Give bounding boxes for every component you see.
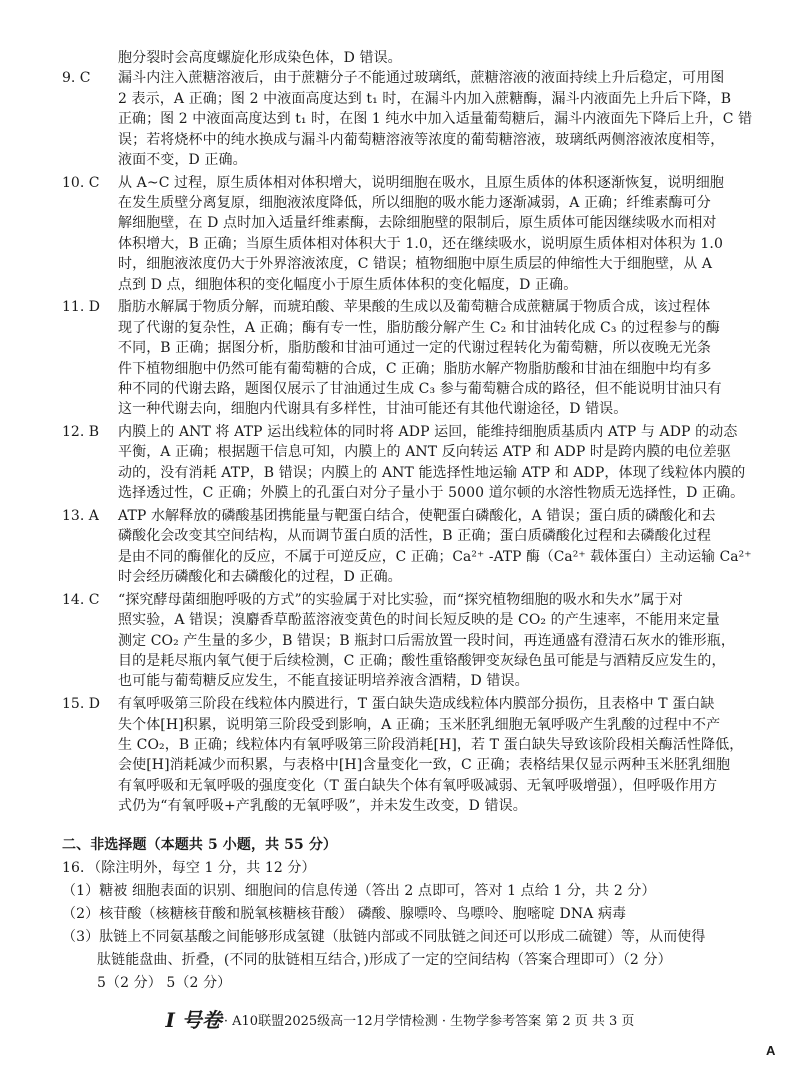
- q16-answer-2: （2）核苷酸（核糖核苷酸和脱氧核糖核苷酸） 磷酸、腺嘌呤、鸟嘌呤、胞嘧啶 DNA 病毒: [62, 906, 627, 922]
- page-footer: [0, 1008, 800, 1034]
- footer-text: · A10联盟2025级高一12月学情检测 · 生物学参考答案 第 2 页 共 3 页: [223, 1014, 635, 1029]
- q9-number: 9. C: [62, 70, 91, 87]
- q15-line-5: 有氧呼吸和无氧呼吸的强度变化（T 蛋白缺失个体有氧呼吸减弱、无氧呼吸增强），但呼吸作用方: [118, 777, 718, 794]
- q16-answer-4: 5（2 分） 5（2 分）: [97, 975, 232, 991]
- q10-line-3: 解细胞壁，在 D 点时加入适量纤维素酶，去除细胞壁的限制后，原生质体可能因继续吸水而相对: [118, 215, 717, 232]
- q16-answer-1: （1）糖被 细胞表面的识别、细胞间的信息传递（答出 2 点即可，答对 1 点给 1 分，共 2 分）: [62, 883, 656, 899]
- q12-line-3: 动的，没有消耗 ATP，B 错误；内膜上的 ANT 能选择性地运输 ATP 和 ADP，体现了线粒体内膜的: [118, 464, 746, 481]
- q12-line-2: 平衡，A 正确；根据题干信息可知，内膜上的 ANT 反向转运 ATP 和 ADP 时是跨内膜的电位差驱: [118, 444, 731, 461]
- q14-line-2: 照实验，A 错误；溴麝香草酚蓝溶液变黄色的时间长短反映的是 CO₂ 的产生速率，不能用来定量: [118, 612, 720, 629]
- q11-line-6: 这一种代谢去向，细胞内代谢具有多样性，甘油可能还有其他代谢途径，D 错误。: [118, 401, 628, 418]
- q11-line-2: 现了代谢的复杂性，A 正确；酶有专一性，脂肪酸分解产生 C₂ 和甘油转化成 C₃ 的过程参与的酶: [118, 319, 720, 336]
- q14-number: 14. C: [62, 591, 100, 608]
- q14-line-3: 测定 CO₂ 产生量的多少，B 错误；B 瓶封口后需放置一段时间，再连通盛有澄清石灰水的锥形瓶，: [118, 632, 735, 649]
- q11-line-3: 不同，B 正确；据图分析，脂肪酸和甘油可通过一定的代谢过程转化为葡萄糖，所以夜晚无光条: [118, 340, 712, 357]
- q8-tail-line: 胞分裂时会高度螺旋化形成染色体，D 错误。: [118, 50, 402, 66]
- q12-line-4: 选择透过性，C 正确；外膜上的孔蛋白对分子量小于 5000 道尔顿的水溶性物质无选择性，D 正确。: [118, 485, 745, 502]
- q9-line-2: 2 表示，A 正确；图 2 中液面高度达到 t₁ 时，在漏斗内加入蔗糖酶，漏斗内液面先上升后下降，B: [118, 90, 732, 107]
- q11-line-5: 种不同的代谢去路，题图仅展示了甘油通过生成 C₃ 参与葡萄糖合成的路径，但不能说明甘油只有: [118, 380, 722, 397]
- q12-number: 12. B: [62, 424, 100, 441]
- q13-line-2: 磷酸化会改变其空间结构，从而调节蛋白质的活性，B 正确；蛋白质磷酸化过程和去磷酸化过程: [118, 528, 712, 545]
- q10-line-4: 体积增大，B 正确；当原生质体相对体积大于 1.0，还在继续吸水，说明原生质体相对体积为 1.0: [118, 235, 723, 252]
- q10-line-6: 点到 D 点，细胞体积的变化幅度小于原生质体体积的变化幅度，D 正确。: [118, 276, 578, 293]
- q16-header: 16．（除注明外，每空 1 分，共 12 分）: [62, 860, 316, 876]
- q9-line-4: 误；若将烧杯中的纯水换成与漏斗内葡萄糖溶液等浓度的葡萄糖溶液，玻璃纸两侧溶液浓度相等，: [118, 131, 725, 148]
- section-heading: 二、非选择题（本题共 5 小题，共 55 分）: [62, 837, 338, 853]
- corner-mark: A: [766, 1043, 776, 1058]
- q14-line-5: 也可能与葡萄糖反应发生，不能直接证明培养液含酒精，D 错误。: [118, 673, 529, 690]
- q13-line-3: 是由不同的酶催化的反应，不属于可逆反应，C 正确；Ca²⁺ -ATP 酶（Ca²⁺ 载体蛋白）主动运输 Ca²⁺: [118, 548, 752, 565]
- brand-logo: I 号卷: [165, 1008, 222, 1032]
- q11-line-1: 脂肪水解属于物质分解，而琥珀酸、苹果酸的生成以及葡萄糖合成蔗糖属于物质合成，该过程体: [118, 299, 711, 316]
- q15-line-3: 生 CO₂，B 正确；线粒体内有氧呼吸第三阶段消耗[H]，若 T 蛋白缺失导致该阶段相关酶活性降低，: [118, 737, 744, 754]
- q10-line-2: 在发生质壁分离复原，细胞液浓度降低，所以细胞的吸水能力逐渐减弱，A 正确；纤维素酶可分: [118, 195, 711, 212]
- q10-line-5: 时，细胞液浓度仍大于外界溶液浓度，C 错误；植物细胞中原生质层的伸缩性大于细胞壁，从 A: [118, 256, 713, 273]
- q13-line-1: ATP 水解释放的磷酸基团携能量与靶蛋白结合，使靶蛋白磷酸化，A 错误；蛋白质的磷酸化和去: [118, 508, 716, 525]
- q10-number: 10. C: [62, 174, 100, 191]
- q13-number: 13. A: [62, 508, 99, 525]
- q16-answer-3: （3）肽链上不同氨基酸之间能够形成氢键（肽链内部或不同肽链之间还可以形成二硫键）等，从而使得: [62, 929, 706, 945]
- q14-line-1: “探究酵母菌细胞呼吸的方式”的实验属于对比实验，而“探究植物细胞的吸水和失水”属于对: [118, 591, 683, 608]
- q15-line-2: 失个体[H]积累，说明第三阶段受到影响，A 正确；玉米胚乳细胞无氧呼吸产生乳酸的过程中不产: [118, 716, 721, 733]
- q13-line-4: 时会经历磷酸化和去磷酸化的过程，D 正确。: [118, 569, 402, 586]
- q9-line-1: 漏斗内注入蔗糖溶液后，由于蔗糖分子不能通过玻璃纸，蔗糖溶液的液面持续上升后稳定，可用图: [118, 70, 725, 87]
- q16-answer-3-cont: 肽链能盘曲、折叠，(不同的肽链相互结合，)形成了一定的空间结构（答案合理即可）（2 分）: [97, 952, 672, 968]
- q9-line-3: 正确；图 2 中液面高度达到 t₁ 时，在图 1 纯水中加入适量葡萄糖后，漏斗内液面先下降后上升，C 错: [118, 111, 753, 128]
- q11-line-4: 件下植物细胞中仍然可能有葡萄糖的合成，C 正确；脂肪水解产物脂肪酸和甘油在细胞中均有多: [118, 360, 712, 377]
- q12-line-1: 内膜上的 ANT 将 ATP 运出线粒体的同时将 ADP 运回，能维持细胞质基质内 ATP 与 ADP 的动态: [118, 424, 738, 441]
- q15-line-1: 有氧呼吸第三阶段在线粒体内膜进行，T 蛋白缺失造成线粒体内膜部分损伤，且表格中 T 蛋白缺: [118, 696, 715, 713]
- q11-number: 11. D: [62, 299, 100, 316]
- q9-line-5: 液面不变，D 正确。: [118, 151, 247, 168]
- q15-line-4: 会使[H]消耗减少而积累，与表格中[H]含量变化一致，C 正确；表格结果仅显示两种玉米胚乳细胞: [118, 757, 731, 774]
- q10-line-1: 从 A~C 过程，原生质体相对体积增大，说明细胞在吸水，且原生质体的体积逐渐恢复，说明细胞: [118, 174, 724, 191]
- q15-line-6: 式仍为“有氧呼吸+产乳酸的无氧呼吸”，并未发生改变，D 错误。: [118, 798, 527, 815]
- q15-number: 15. D: [62, 696, 100, 713]
- q14-line-4: 目的是耗尽瓶内氧气便于后续检测，C 正确；酸性重铬酸钾变灰绿色虽可能是与酒精反应发生的，: [118, 653, 726, 670]
